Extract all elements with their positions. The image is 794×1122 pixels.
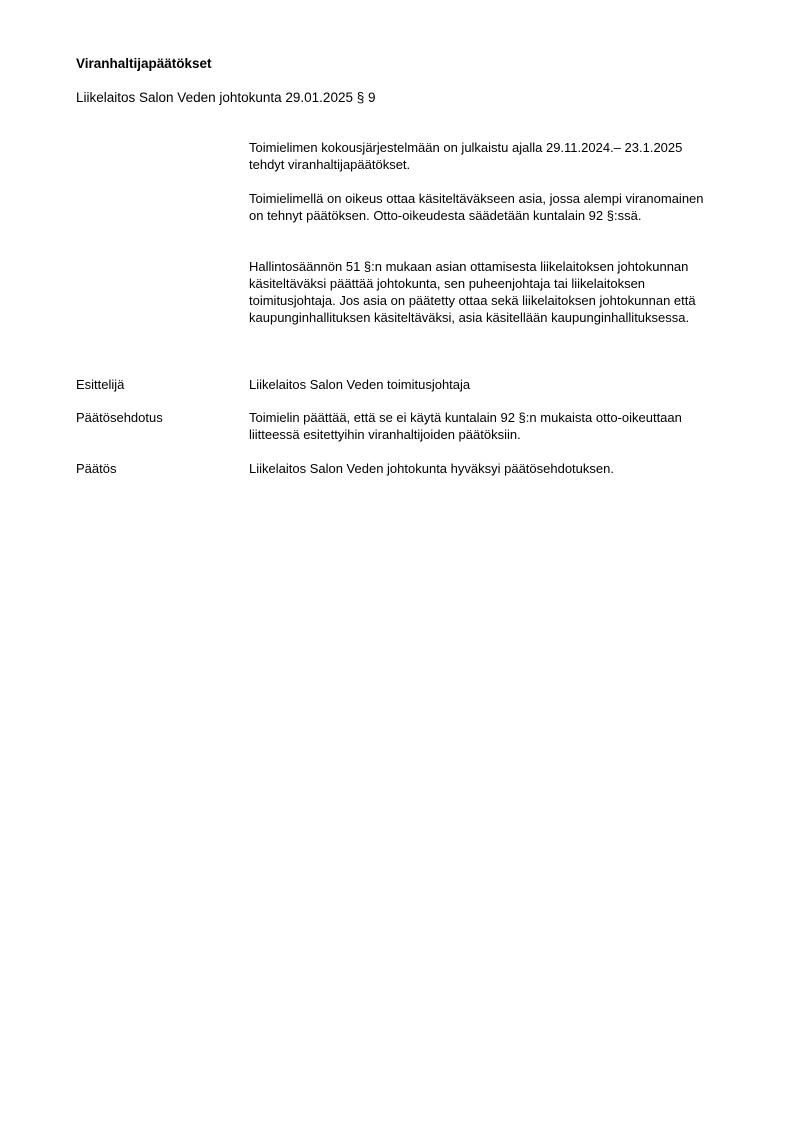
proposal-label: Päätösehdotus xyxy=(76,410,163,425)
decision-value: Liikelaitos Salon Veden johtokunta hyväksyi päätösehdotuksen. xyxy=(249,461,614,476)
proposal-value: Toimielin päättää, että se ei käytä kuntalain 92 §:n mukaista otto-oikeuttaan liitteessä esitettyihin viranhaltijoiden päätöksiin. xyxy=(249,410,682,442)
presenter-label: Esittelijä xyxy=(76,377,125,392)
meeting-reference: Liikelaitos Salon Veden johtokunta 29.01.2025 § 9 xyxy=(76,90,376,105)
paragraph-text: Toimielimellä on oikeus ottaa käsiteltäväkseen asia, jossa alempi viranomainen on tehnyt päätöksen. Otto-oikeudesta säädetään kuntalain 92 §:ssä. xyxy=(249,191,704,223)
otto-oikeus-paragraph xyxy=(249,190,719,224)
intro-paragraph xyxy=(249,139,719,173)
decision-label: Päätös xyxy=(76,461,117,476)
presenter-value: Liikelaitos Salon Veden toimitusjohtaja xyxy=(249,377,471,392)
paragraph-text: Toimielimen kokousjärjestelmään on julkaistu ajalla 29.11.2024.– 23.1.2025 tehdyt viranhaltijapäätökset. xyxy=(249,140,683,172)
page-title: Viranhaltijapäätökset xyxy=(76,56,212,71)
paragraph-text: Hallintosäännön 51 §:n mukaan asian ottamisesta liikelaitoksen johtokunnan käsiteltäväksi päättää johtokunta, sen puheenjohtaja tai liikelaitoksen toimitusjohtaja. Jos asia on päätetty ottaa sekä liikelaitoksen johtokunnan että kaupunginhallituksen käsiteltäväksi, asia käsitellään kaupunginhallituksessa. xyxy=(249,259,696,325)
hallintosaanto-paragraph xyxy=(249,258,719,326)
